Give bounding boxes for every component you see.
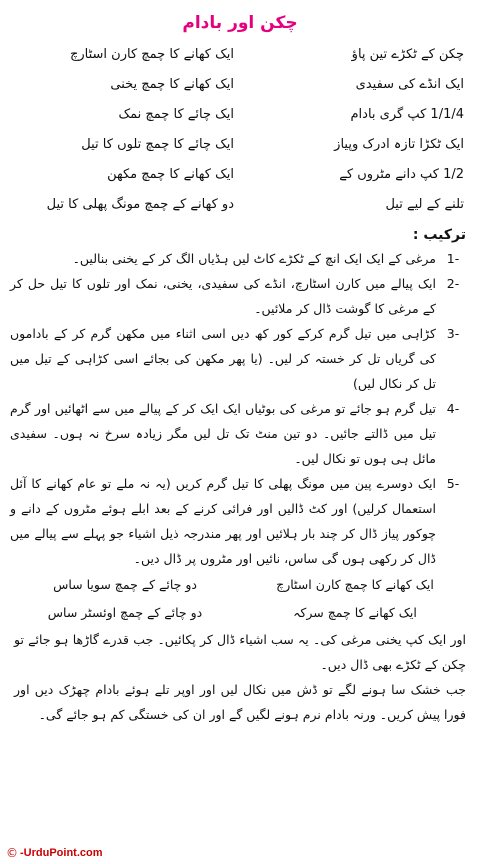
method-heading: ترکیب :	[412, 227, 466, 243]
method-step	[10, 471, 470, 571]
ingredient-item: دو کھانے کے چمچ مونگ پھلی کا تیل	[46, 197, 234, 212]
step-number: 5-	[446, 476, 460, 491]
footer-site-name: -UrduPoint.com	[20, 847, 103, 859]
step-text: ایک پیالے میں کارن اسٹارچ، انڈے کی سفیدی، یخنی، نمک اور تلوں کا تیل حل کر کے مرغی کا گوشت ڈال کر ملائیں۔	[10, 276, 436, 316]
step-text: مرغی کے ایک ایک انچ کے ٹکڑے کاٹ لیں ہڈیاں الگ کر کے یخنی بنالیں۔	[72, 251, 436, 266]
ingredient-item: ایک کھانے کا چمچ کارن اسٹارچ	[69, 47, 234, 62]
ingredient-item: ایک چائے کا چمچ تلوں کا تیل	[81, 137, 234, 152]
ingredient-row	[10, 40, 470, 70]
sauce-row	[10, 599, 470, 627]
step-text: ایک دوسرے پین میں مونگ پھلی کا تیل گرم کریں (یہ نہ ملے تو عام کھانے کا آئل استعمال کرلیں) اور کٹ ڈالیں اور فرائی کرنے کے بعد ابلے ہوئے مٹروں کے دانے و چوکور پیاز ڈال کر چند بار ہلائیں اور پھر مندرجہ ذیل اشیاء جو پہلے سے پیالے میں ڈال کر رکھی ہوں گی ساس، نائیں اور مٹروں پر ڈال دیں۔	[10, 476, 436, 566]
sauce-row	[10, 571, 470, 599]
method-step	[10, 271, 470, 321]
step-number: 3-	[446, 326, 460, 341]
ingredient-item: چکن کے ٹکڑے تین پاؤ	[351, 47, 464, 62]
ingredient-item: ایک چائے کا چمچ نمک	[118, 107, 234, 122]
ingredient-item: ایک کھانے کا چمچ مکھن	[107, 167, 234, 182]
ingredient-row	[10, 160, 470, 190]
step-text: کڑاہی میں تیل گرم کرکے کور کھ دیں اسی اثناء میں مکھن گرم کر کے باداموں کی گریاں تل کر خستہ کر لیں۔ (یا پھر مکھن کی بجائے اسی کڑاہی کے تیل میں تل کر نکال لیں)	[10, 326, 436, 391]
method-step	[10, 321, 470, 396]
ingredient-item: 1/1/4 کپ گری بادام	[350, 107, 464, 122]
instruction-paragraph: اور ایک کپ یخنی مرغی کی۔ یہ سب اشیاء ڈال کر پکائیں۔ جب قدرے گاڑھا ہو جائے تو چکن کے ٹکڑے بھی ڈال دیں۔	[14, 632, 466, 672]
ingredient-item: ایک کھانے کا چمچ یخنی	[110, 77, 234, 92]
ingredient-row	[10, 130, 470, 160]
step-text: تیل گرم ہو جائے تو مرغی کی بوٹیاں ایک ایک کر کے پیالے میں سے اٹھائیں اور گرم تیل میں ڈالتے جائیں۔ دو تین منٹ تک تل لیں مگر زیادہ سرخ نہ ہوں۔ سفیدی مائل ہی ہوں تو نکال لیں۔	[10, 401, 436, 466]
step-number: 2-	[446, 276, 460, 291]
footer-watermark	[0, 842, 480, 864]
method-step	[10, 396, 470, 471]
ingredient-item: تلنے کے لیے تیل	[385, 197, 464, 212]
ingredient-item: ایک انڈے کی سفیدی	[355, 77, 464, 92]
ingredient-row	[10, 190, 470, 220]
ingredient-row	[10, 70, 470, 100]
instruction-paragraph: جب خشک سا ہونے لگے تو ڈش میں نکال لیں اور اوپر تلے ہوئے بادام چھڑک دیں اور فورا پیش کریں۔ ورنہ بادام نرم ہونے لگیں گے اور ان کی خستگی کم ہو جائے گی۔	[14, 682, 466, 722]
sauce-item: دو چائے کے چمچ سویا ساس	[53, 577, 197, 592]
step-number: 4-	[446, 401, 460, 416]
sauce-item: ایک کھانے کا چمچ کارن اسٹارچ	[276, 577, 434, 592]
method-steps	[10, 246, 470, 571]
ingredients-list	[10, 40, 470, 220]
sauce-list	[10, 571, 470, 627]
copyright-icon: ©	[6, 846, 18, 860]
ingredient-item: ایک ٹکڑا تازہ ادرک وپیاز	[334, 137, 464, 152]
step-number: 1-	[446, 251, 460, 266]
sauce-item: دو چائے کے چمچ اوئسٹر ساس	[47, 605, 203, 620]
method-step	[10, 246, 470, 271]
ingredient-item: 1/2 کپ دانے مٹروں کے	[339, 167, 464, 182]
page-title: چکن اور بادام	[182, 13, 298, 33]
sauce-item: ایک کھانے کا چمچ سرکہ	[293, 605, 417, 620]
ingredient-row	[10, 100, 470, 130]
